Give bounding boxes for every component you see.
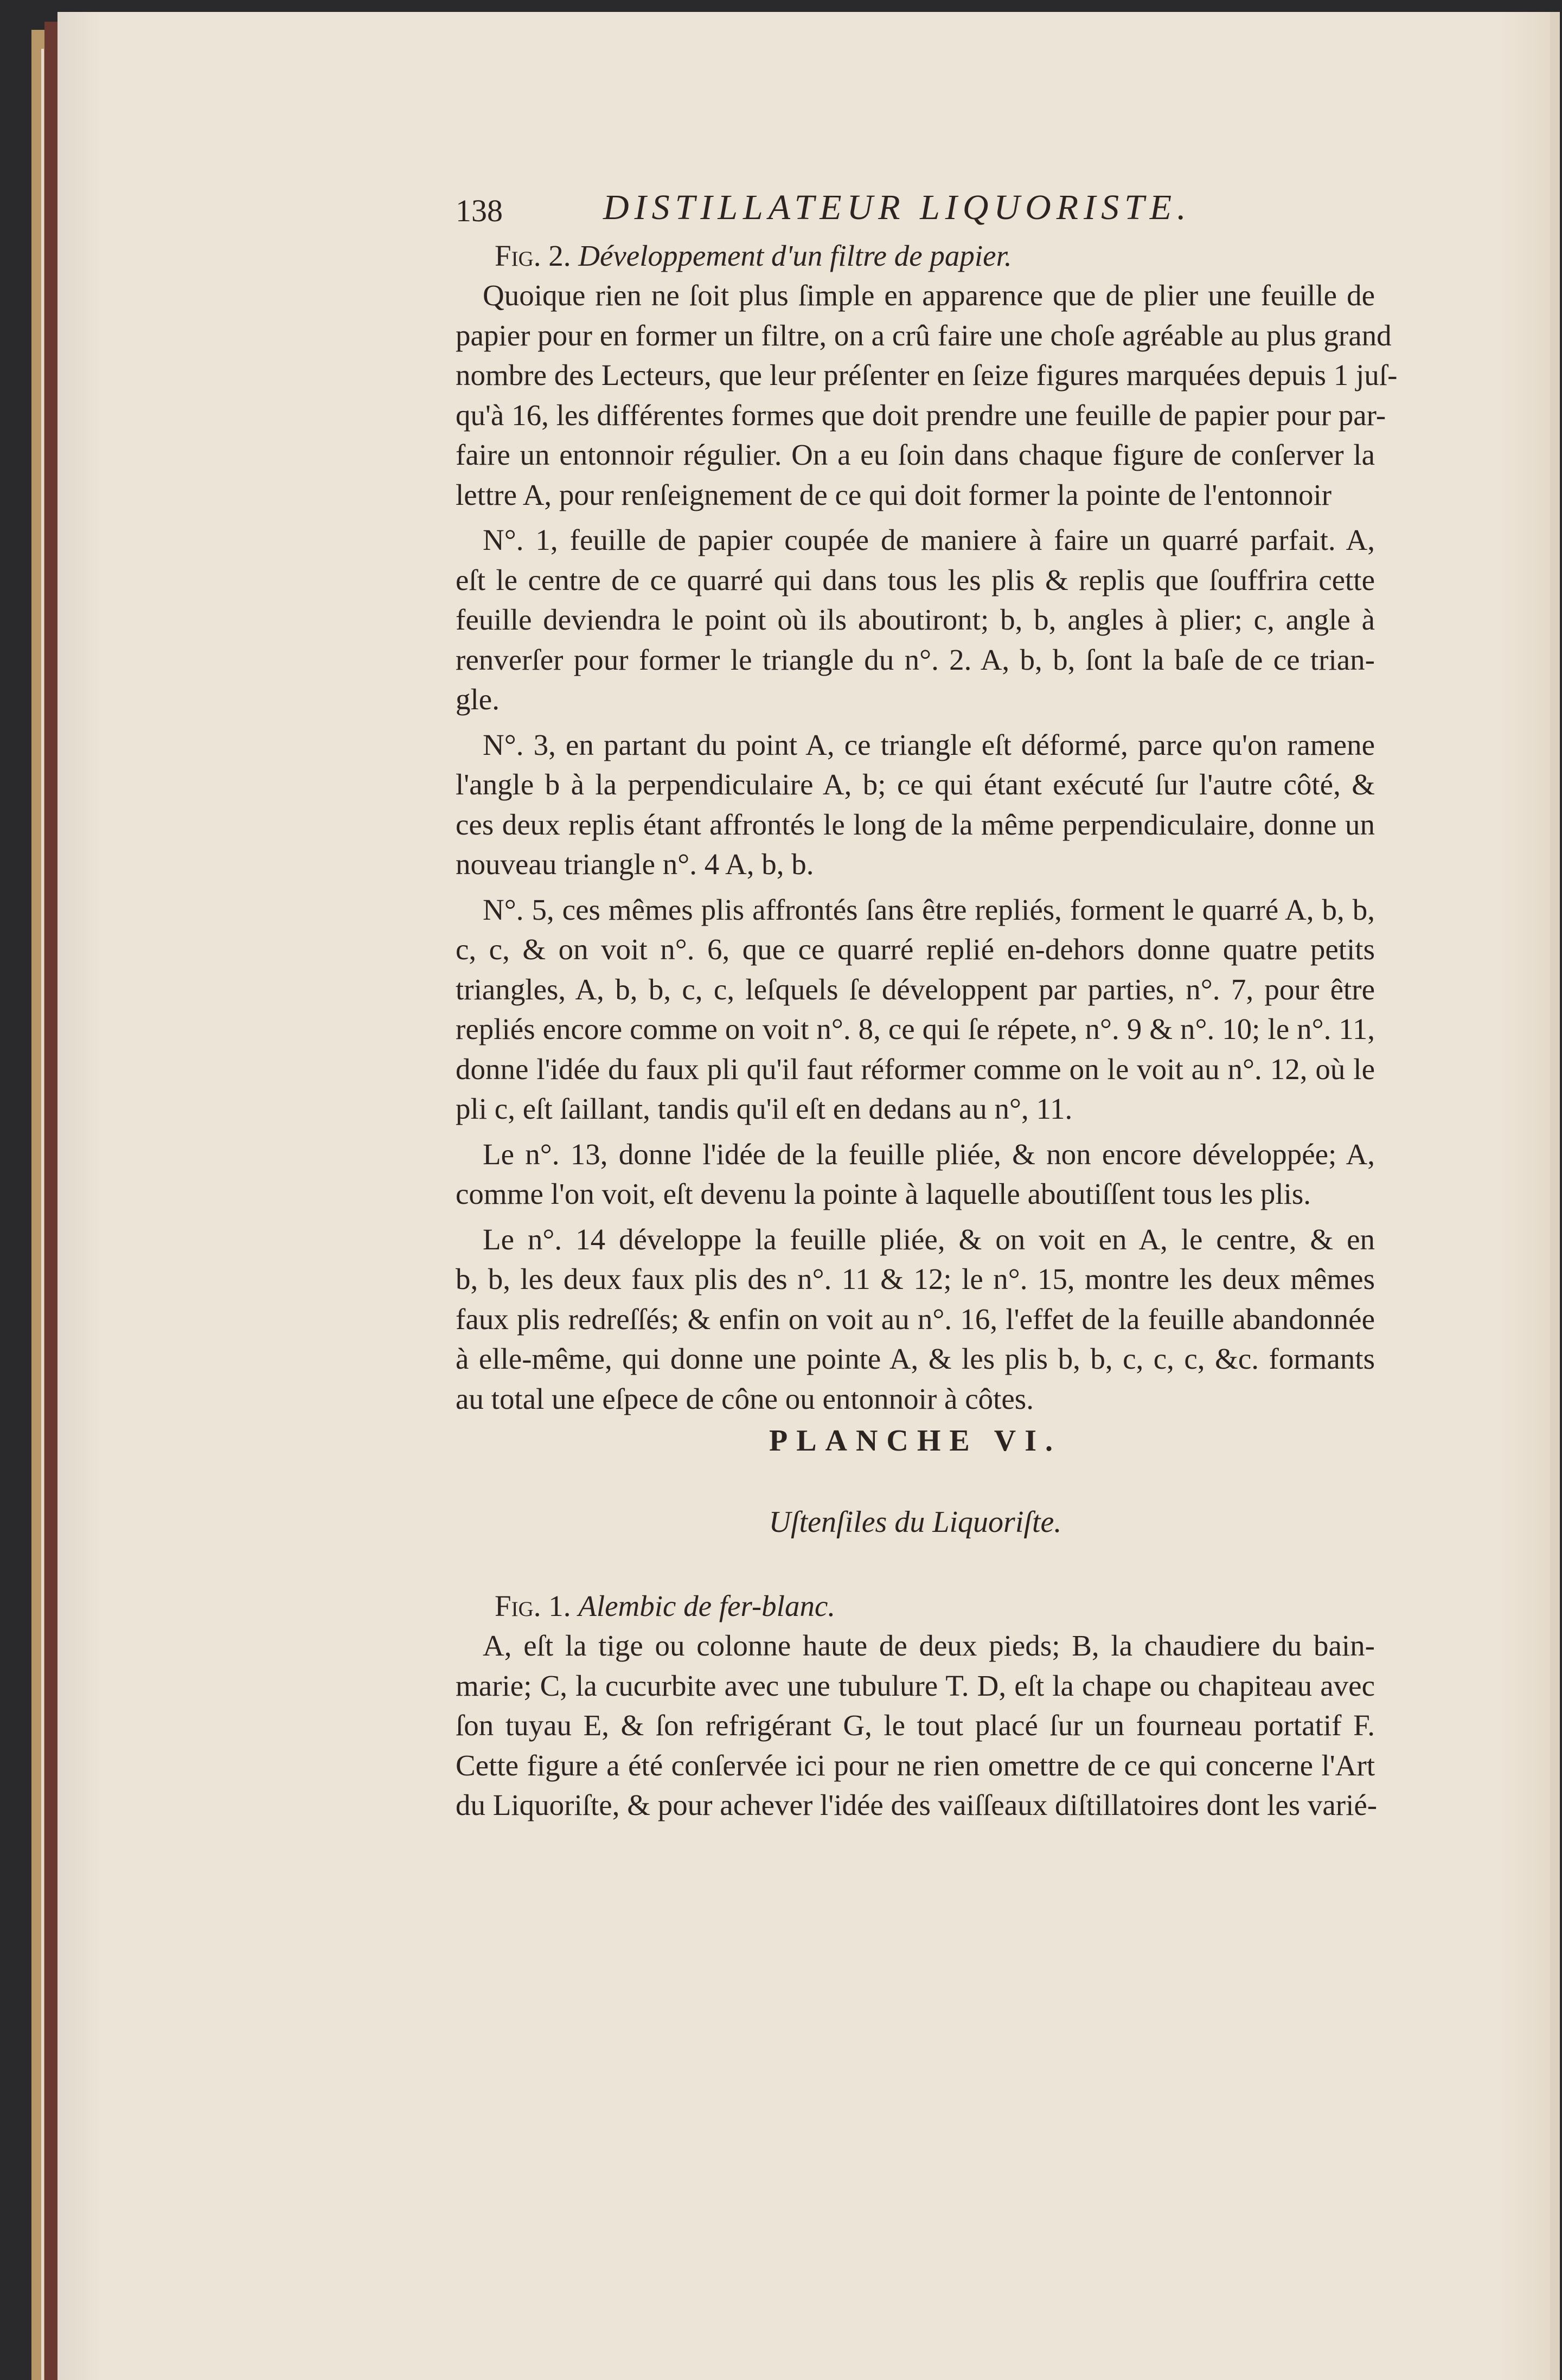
text-line: donne l'idée du faux pli qu'il faut réformer comme on le voit au n°. 12, où le <box>456 1052 1375 1086</box>
fig2-label: Fig. 2. <box>495 239 571 272</box>
text-line: papier pour en former un filtre, on a crû faire une choſe agréable au plus grand <box>456 318 1392 352</box>
paragraph <box>456 275 1398 515</box>
text-line: N°. 3, en partant du point A, ce triangle eſt déformé, parce qu'on ramene <box>483 728 1375 761</box>
paragraph <box>456 1626 1378 1825</box>
text-line: à elle-même, qui donne une pointe A, & les plis b, b, c, c, c, &c. formants <box>456 1342 1375 1375</box>
text-line: marie; C, la cucurbite avec une tubulure T. D, eſt la chape ou chapiteau avec <box>456 1669 1375 1702</box>
text-line: l'angle b à la perpendiculaire A, b; ce qui étant exécuté ſur l'autre côté, & <box>456 768 1375 801</box>
text-line: eſt le centre de ce quarré qui dans tous les plis & replis que ſouffrira cette <box>456 563 1375 596</box>
book-binding-edge <box>44 22 59 2380</box>
text-line: feuille deviendra le point où ils aboutiront; b, b, angles à plier; c, angle à <box>456 603 1375 636</box>
text-line: Quoique rien ne ſoit plus ſimple en apparence que de plier une feuille de <box>483 279 1375 312</box>
paragraph <box>456 890 1375 1129</box>
fig2-title: Développement d'un filtre de papier. <box>578 239 1012 272</box>
book-cover-edge-line <box>41 49 44 2380</box>
text-line: faux plis redreſſés; & enfin on voit au n°. 16, l'effet de la feuille abandonnée <box>456 1302 1375 1336</box>
text-line: faire un entonnoir régulier. On a eu ſoin dans chaque figure de conſerver la <box>456 438 1375 471</box>
paragraph <box>456 520 1375 720</box>
text-line: comme l'on voit, eſt devenu la pointe à laquelle aboutiſſent tous les plis. <box>456 1177 1311 1210</box>
plate-subtitle: Uſtenſiles du Liquoriſte. <box>769 1505 1062 1539</box>
text-line: c, c, & on voit n°. 6, que ce quarré replié en-dehors donne quatre petits <box>456 933 1375 966</box>
text-line: pli c, eſt ſaillant, tandis qu'il eſt en dedans au n°, 11. <box>456 1092 1073 1125</box>
text-line: lettre A, pour renſeignement de ce qui doit former la pointe de l'entonnoir <box>456 478 1332 511</box>
text-line: A, eſt la tige ou colonne haute de deux pieds; B, la chaudiere du bain- <box>483 1629 1375 1662</box>
text-line: nombre des Lecteurs, que leur préſenter en ſeize figures marquées depuis 1 juſ- <box>456 358 1398 392</box>
plate-heading: PLANCHE VI. <box>769 1424 1061 1458</box>
text-line: N°. 1, feuille de papier coupée de maniere à faire un quarré parfait. A, <box>483 523 1375 556</box>
text-line: nouveau triangle n°. 4 A, b, b. <box>456 848 814 881</box>
paragraph <box>456 1220 1375 1419</box>
section-fig2 <box>456 236 1398 1419</box>
running-header <box>456 187 1375 236</box>
text-line: Le n°. 14 développe la feuille pliée, & on voit en A, le centre, & en <box>483 1222 1375 1256</box>
text-line: Cette figure a été conſervée ici pour ne rien omettre de ce qui concerne l'Art <box>456 1748 1375 1782</box>
page-number: 138 <box>456 193 503 228</box>
text-line: au total une eſpece de cône ou entonnoir à côtes. <box>456 1382 1034 1415</box>
text-line: b, b, les deux faux plis des n°. 11 & 12; le n°. 15, montre les deux mêmes <box>456 1262 1375 1295</box>
fig1-label: Fig. 1. <box>495 1589 571 1622</box>
text-line: du Liquoriſte, & pour achever l'idée des vaiſſeaux diſtillatoires dont les varié- <box>456 1788 1378 1821</box>
fig1-caption <box>456 1586 1375 1626</box>
fig1-title: Alembic de fer-blanc. <box>578 1589 836 1622</box>
paragraph <box>456 1134 1375 1214</box>
paragraph <box>456 725 1375 884</box>
page-fore-edge <box>1550 12 1560 2380</box>
fig2-caption <box>456 236 1375 275</box>
text-line: ſon tuyau E, & ſon refrigérant G, le tout placé ſur un fourneau portatif F. <box>456 1709 1375 1742</box>
text-line: renverſer pour former le triangle du n°. 2. A, b, b, ſont la baſe de ce trian- <box>456 643 1375 676</box>
section-fig1 <box>456 1586 1378 1825</box>
text-line: N°. 5, ces mêmes plis affrontés ſans être repliés, forment le quarré A, b, b, <box>483 893 1375 926</box>
text-line: Le n°. 13, donne l'idée de la feuille pliée, & non encore développée; A, <box>483 1137 1375 1171</box>
text-line: repliés encore comme on voit n°. 8, ce qui ſe répete, n°. 9 & n°. 10; le n°. 11, <box>456 1012 1375 1045</box>
text-line: gle. <box>456 683 500 716</box>
text-line: ces deux replis étant affrontés le long de la même perpendiculaire, donne un <box>456 807 1375 841</box>
text-line: qu'à 16, les différentes formes que doit prendre une feuille de papier pour par- <box>456 398 1386 432</box>
running-title: DISTILLATEUR LIQUORISTE. <box>603 188 1192 227</box>
text-line: triangles, A, b, b, c, c, leſquels ſe développent par parties, n°. 7, pour être <box>456 972 1375 1006</box>
